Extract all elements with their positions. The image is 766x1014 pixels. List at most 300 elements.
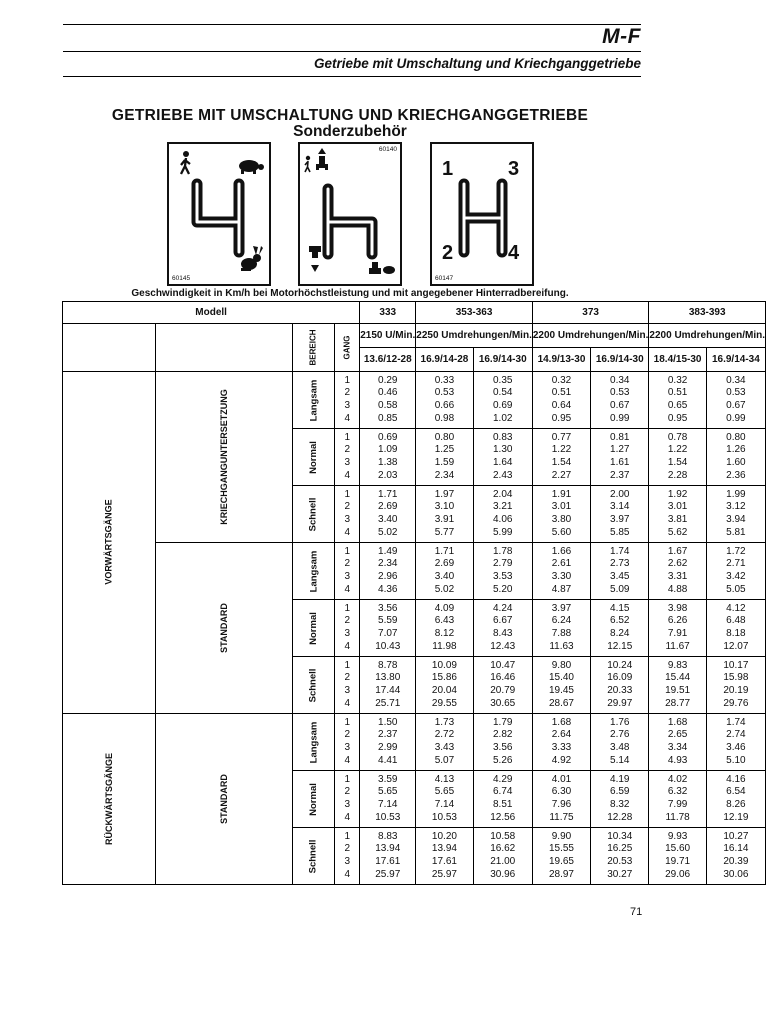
rpm-cell: 2250 Umdrehungen/Min. [416,324,533,348]
speed-value: 5.02 [378,526,398,538]
speed-cell [649,828,706,885]
speed-value: 3.45 [610,571,630,582]
speed-value: 1.02 [492,412,513,424]
speed-value: 0.99 [610,412,630,424]
direction-cell [63,714,156,885]
rpm-cell: 2200 Umdrehungen/Min. [532,324,649,348]
model-header: 333 [360,302,416,324]
speed-value: 5.81 [726,526,746,538]
speed-value: 4.15 [610,602,630,614]
diagram-code: 60140 [378,146,397,153]
speed-value: 1.22 [551,444,572,456]
gear-number: 2 [344,444,351,456]
speed-value: 0.33 [434,374,455,386]
speed-value: 6.48 [726,615,746,627]
speed-cell [532,828,590,885]
speed-value: 2.00 [610,488,630,500]
speed-value: 1.71 [434,545,455,557]
speed-value: 10.24 [607,659,633,671]
speed-value: 3.40 [378,514,398,525]
speed-value: 2.69 [378,501,398,513]
walker-icon [181,151,190,174]
speed-value: 28.97 [548,868,574,880]
speed-value: 0.81 [610,431,630,443]
speed-value: 1.78 [492,545,513,557]
speed-value: 3.43 [434,742,455,753]
speed-value: 10.53 [431,811,457,823]
speed-cell [360,657,416,714]
speed-value: 5.09 [610,583,630,595]
speed-value: 0.54 [492,387,513,399]
speed-cell [532,771,590,828]
speed-cell [360,771,416,828]
range-label: Langsam [307,379,319,421]
gang-label: GANG [342,335,352,360]
speed-value: 2.36 [726,469,746,481]
speed-value: 5.26 [492,754,513,766]
speed-value: 2.79 [492,558,513,570]
speed-cell [591,714,649,771]
gear-number: 3 [344,799,351,810]
speed-cell [591,429,649,486]
speed-value: 4.87 [551,583,572,595]
speed-value: 0.51 [551,387,572,399]
shift-pattern-h-range-icon [300,144,400,284]
range-label: Normal [307,611,319,645]
speed-value: 16.14 [723,843,749,855]
speed-value: 0.51 [667,387,688,399]
speed-value: 11.78 [665,811,690,823]
gearbox-label: STANDARD [218,773,229,824]
speed-value: 2.96 [378,571,398,582]
speed-value: 3.56 [492,742,513,753]
tyre-cell: 18.4/15-30 [649,348,706,372]
header-blank [63,324,156,372]
gear-number: 2 [344,501,351,513]
gearbox-label: KRIECHGANGUNTERSETZUNG [218,388,229,525]
speed-value: 29.55 [431,697,457,709]
speed-value: 5.60 [551,526,572,538]
speed-cell [416,429,473,486]
tractor-up-icon [316,148,328,170]
tractor-turtle-icon [369,262,395,274]
speed-value: 0.80 [434,431,455,443]
speed-value: 3.33 [551,742,572,753]
speed-value: 10.53 [375,811,401,823]
speed-value: 0.53 [610,387,630,399]
gear-number: 3 [344,514,351,525]
page-title: GETRIEBE MIT UMSCHALTUNG UND KRIECHGANGGETRIEBE [111,107,589,124]
speed-value: 0.83 [492,431,513,443]
gear-number: 4 [344,754,351,766]
speed-value: 11.98 [432,640,457,652]
speed-value: 1.71 [378,488,398,500]
speed-value: 12.07 [723,640,749,652]
speed-value: 6.54 [726,786,746,798]
speed-value: 16.25 [607,843,633,855]
gear-number: 2 [344,672,351,684]
speed-value: 1.99 [726,488,746,500]
speed-value: 6.43 [434,615,455,627]
speed-value: 1.91 [551,488,572,500]
tyre-cell: 13.6/12-28 [360,348,416,372]
header-subtitle: Getriebe mit Umschaltung und Kriechganggetriebe [313,56,641,71]
speed-value: 6.74 [492,786,513,798]
data-row [63,543,766,600]
speed-value: 1.54 [551,457,572,468]
speed-value: 9.90 [551,830,572,842]
gearbox-cell [156,543,293,714]
speed-value: 13.80 [375,672,401,684]
speed-value: 0.78 [667,431,688,443]
gear-number: 4 [344,868,351,880]
speed-value: 4.24 [492,602,513,614]
speed-value: 5.62 [667,526,688,538]
shift-diagram-2 [298,142,402,286]
speed-value: 0.53 [726,387,746,399]
gear-number: 2 [344,387,351,399]
speed-value: 6.52 [610,615,630,627]
speed-value: 3.46 [726,742,746,753]
speed-value: 3.31 [667,571,688,582]
model-header: 353-363 [416,302,533,324]
speed-value: 10.47 [490,659,516,671]
walker-icon [305,156,310,172]
gear-cell [335,429,360,486]
speed-value: 3.48 [610,742,630,753]
speed-cell [706,429,765,486]
gang-header [335,324,360,372]
direction-cell [63,372,156,714]
speed-cell [532,600,590,657]
table-caption: Geschwindigkeit in Km/h bei Motorhöchstleistung und mit angegebener Hinterradbereifung. [131,288,569,299]
gear-number: 1 [344,773,351,785]
gear-cell [335,828,360,885]
speed-cell [532,543,590,600]
speed-value: 9.83 [667,659,688,671]
range-label: Normal [307,782,319,816]
speed-value: 19.45 [548,685,574,696]
speed-value: 1.26 [726,444,746,456]
speed-value: 0.34 [726,374,746,386]
gear-number: 2 [344,786,351,798]
bereich-label: BEREICH [308,329,318,366]
speed-value: 6.67 [492,615,513,627]
speed-value: 4.02 [667,773,688,785]
speed-value: 29.06 [665,868,691,880]
speed-value: 2.34 [378,558,398,570]
speed-value: 0.29 [378,374,398,386]
speed-value: 8.32 [610,799,630,810]
speed-value: 5.65 [378,786,398,798]
speed-cell [473,828,532,885]
speed-value: 1.79 [492,716,513,728]
speed-value: 8.43 [492,628,513,639]
gear-number: 3 [344,571,351,582]
direction-label: VORWÄRTSGÄNGE [104,499,114,585]
speed-value: 1.67 [667,545,688,557]
speed-value: 2.65 [667,729,688,741]
speed-cell [473,486,532,543]
speed-value: 9.93 [667,830,688,842]
gear-cell [335,486,360,543]
range-cell [292,543,335,600]
speed-value: 1.92 [667,488,688,500]
gear-number: 4 [344,412,351,424]
speed-value: 1.68 [667,716,688,728]
header-bottom-rule [63,76,641,77]
speed-value: 20.04 [431,685,457,696]
speed-value: 15.98 [723,672,749,684]
speed-value: 12.43 [490,640,516,652]
speed-value: 0.69 [492,400,513,411]
model-header: 373 [532,302,649,324]
speed-cell [591,600,649,657]
speed-value: 1.50 [378,716,398,728]
gear-number: 4 [344,811,351,823]
speed-value: 2.82 [492,729,513,741]
range-cell [292,429,335,486]
tractor-down-icon [309,246,321,272]
speed-value: 4.36 [378,583,398,595]
speed-value: 8.18 [726,628,746,639]
speed-value: 10.34 [607,830,633,842]
gear-number: 4 [344,469,351,481]
speed-value: 0.66 [434,400,455,411]
speed-value: 4.41 [378,754,398,766]
range-cell [292,486,335,543]
speed-value: 5.20 [492,583,513,595]
model-header: 383-393 [649,302,766,324]
range-cell [292,657,335,714]
speed-value: 30.65 [490,697,516,709]
speed-cell [591,543,649,600]
speed-value: 16.46 [490,672,516,684]
speed-cell [532,714,590,771]
speed-value: 3.21 [492,501,513,513]
speed-value: 3.14 [610,501,630,513]
speed-value: 0.95 [667,412,688,424]
speed-value: 10.43 [375,640,401,652]
speed-value: 0.95 [551,412,572,424]
speed-cell [591,771,649,828]
speed-value: 17.44 [375,685,401,696]
speed-value: 15.60 [665,843,691,855]
speed-value: 1.38 [378,457,398,468]
speed-value: 8.26 [726,799,746,810]
speed-value: 30.96 [490,868,516,880]
speed-value: 7.96 [551,799,572,810]
gear-number: 4 [344,583,351,595]
gear-number: 3 [344,685,351,696]
speed-value: 3.42 [726,571,746,582]
speed-value: 10.17 [723,659,749,671]
speed-value: 29.76 [723,697,749,709]
speed-value: 20.79 [490,685,516,696]
gear-cell [335,600,360,657]
speed-value: 6.26 [667,615,688,627]
speed-value: 1.66 [551,545,572,557]
speed-value: 12.56 [490,811,516,823]
speed-value: 20.33 [607,685,633,696]
speed-value: 1.73 [434,716,455,728]
speed-cell [473,429,532,486]
speed-value: 1.64 [492,457,513,468]
speed-cell [706,600,765,657]
speed-value: 30.06 [723,868,749,880]
gear-number: 2 [344,615,351,627]
speed-value: 2.74 [726,729,746,741]
speed-value: 0.32 [667,374,688,386]
speed-value: 0.85 [378,412,398,424]
speed-value: 20.53 [607,856,633,867]
speed-cell [416,600,473,657]
speed-value: 3.01 [667,501,688,513]
shift-diagram-1 [167,142,271,286]
tyre-cell: 16.9/14-34 [706,348,765,372]
speed-value: 2.61 [551,558,572,570]
speed-value: 4.29 [492,773,513,785]
speed-cell [649,429,706,486]
speed-cell [706,486,765,543]
speed-value: 1.72 [726,545,746,557]
speed-value: 1.09 [378,444,398,456]
speed-value: 0.99 [726,412,746,424]
speed-value: 11.63 [549,640,574,652]
speed-value: 3.10 [434,501,455,513]
diagram-code: 60147 [435,275,454,282]
speed-value: 2.37 [610,469,630,481]
gear-number: 3 [344,628,351,639]
rpm-cell: 2200 Umdrehungen/Min. [649,324,766,348]
speed-value: 17.61 [431,856,457,867]
speed-value: 5.05 [726,583,746,595]
speed-value: 4.92 [551,754,572,766]
speed-cell [360,828,416,885]
speed-cell [416,771,473,828]
bereich-header [292,324,335,372]
speed-value: 4.12 [726,602,746,614]
speed-value: 2.72 [434,729,455,741]
speed-cell [591,657,649,714]
speed-cell [706,657,765,714]
speed-value: 3.30 [551,571,572,582]
gear-number: 2 [344,558,351,570]
speed-value: 2.37 [378,729,398,741]
speed-value: 8.12 [434,628,455,639]
speed-value: 1.49 [378,545,398,557]
speed-value: 8.51 [492,799,513,810]
speed-cell [649,543,706,600]
speed-cell [473,543,532,600]
speed-value: 4.19 [610,773,630,785]
speed-value: 12.19 [723,811,749,823]
speed-value: 17.61 [375,856,401,867]
speed-value: 0.77 [551,431,572,443]
speed-cell [416,372,473,429]
speed-value: 3.97 [551,602,572,614]
speed-cell [706,714,765,771]
speed-value: 0.80 [726,431,746,443]
model-header-row [63,302,766,324]
speed-value: 1.60 [726,457,746,468]
speed-cell [360,486,416,543]
gear-cell [335,543,360,600]
speed-value: 11.75 [549,811,574,823]
speed-value: 10.20 [431,830,457,842]
tyre-cell: 16.9/14-30 [473,348,532,372]
gear-number: 2 [344,843,351,855]
speed-value: 1.68 [551,716,572,728]
range-cell [292,600,335,657]
speed-value: 4.09 [434,602,455,614]
speed-value: 0.46 [378,387,398,399]
speed-value: 2.03 [378,469,398,481]
speed-value: 1.74 [726,716,746,728]
speed-value: 6.59 [610,786,630,798]
speed-value: 7.91 [667,628,688,639]
data-row [63,714,766,771]
range-label: Schnell [307,668,319,702]
speed-value: 1.97 [434,488,455,500]
speed-value: 1.22 [667,444,688,456]
speed-cell [649,486,706,543]
speed-cell [591,828,649,885]
speed-value: 30.27 [607,868,633,880]
speed-value: 29.97 [607,697,633,709]
rpm-cell: 2150 U/Min. [360,324,416,348]
speed-value: 10.09 [431,659,457,671]
header-brand: M-F [602,25,641,48]
speed-value: 20.19 [723,685,749,696]
range-label: Langsam [307,550,319,592]
speed-value: 0.67 [726,400,746,411]
gear-label-3: 3 [508,158,520,180]
speed-value: 7.99 [667,799,688,810]
tyre-cell: 16.9/14-30 [591,348,649,372]
speed-cell [649,771,706,828]
gear-number: 1 [344,602,351,614]
turtle-icon [239,160,264,174]
speed-value: 25.97 [431,868,457,880]
shift-diagram-3 [430,142,534,286]
range-cell [292,372,335,429]
speed-value: 4.16 [726,773,746,785]
speed-cell [649,372,706,429]
speed-cell [591,486,649,543]
speed-value: 0.53 [434,387,455,399]
speed-value: 21.00 [490,856,516,867]
speed-cell [360,429,416,486]
speed-table [62,301,766,885]
speed-cell [360,714,416,771]
speed-value: 2.34 [434,469,455,481]
speed-value: 15.44 [665,672,691,684]
direction-label: RÜCKWÄRTSGÄNGE [104,752,114,845]
speed-value: 7.07 [378,628,398,639]
speed-cell [473,771,532,828]
speed-value: 20.39 [723,856,749,867]
gear-number: 3 [344,457,351,468]
speed-value: 28.77 [665,697,691,709]
speed-value: 1.54 [667,457,688,468]
speed-cell [706,543,765,600]
speed-value: 5.65 [434,786,455,798]
speed-value: 7.14 [378,799,398,810]
gear-label-1: 1 [442,158,454,180]
speed-value: 4.01 [551,773,572,785]
speed-cell [360,372,416,429]
